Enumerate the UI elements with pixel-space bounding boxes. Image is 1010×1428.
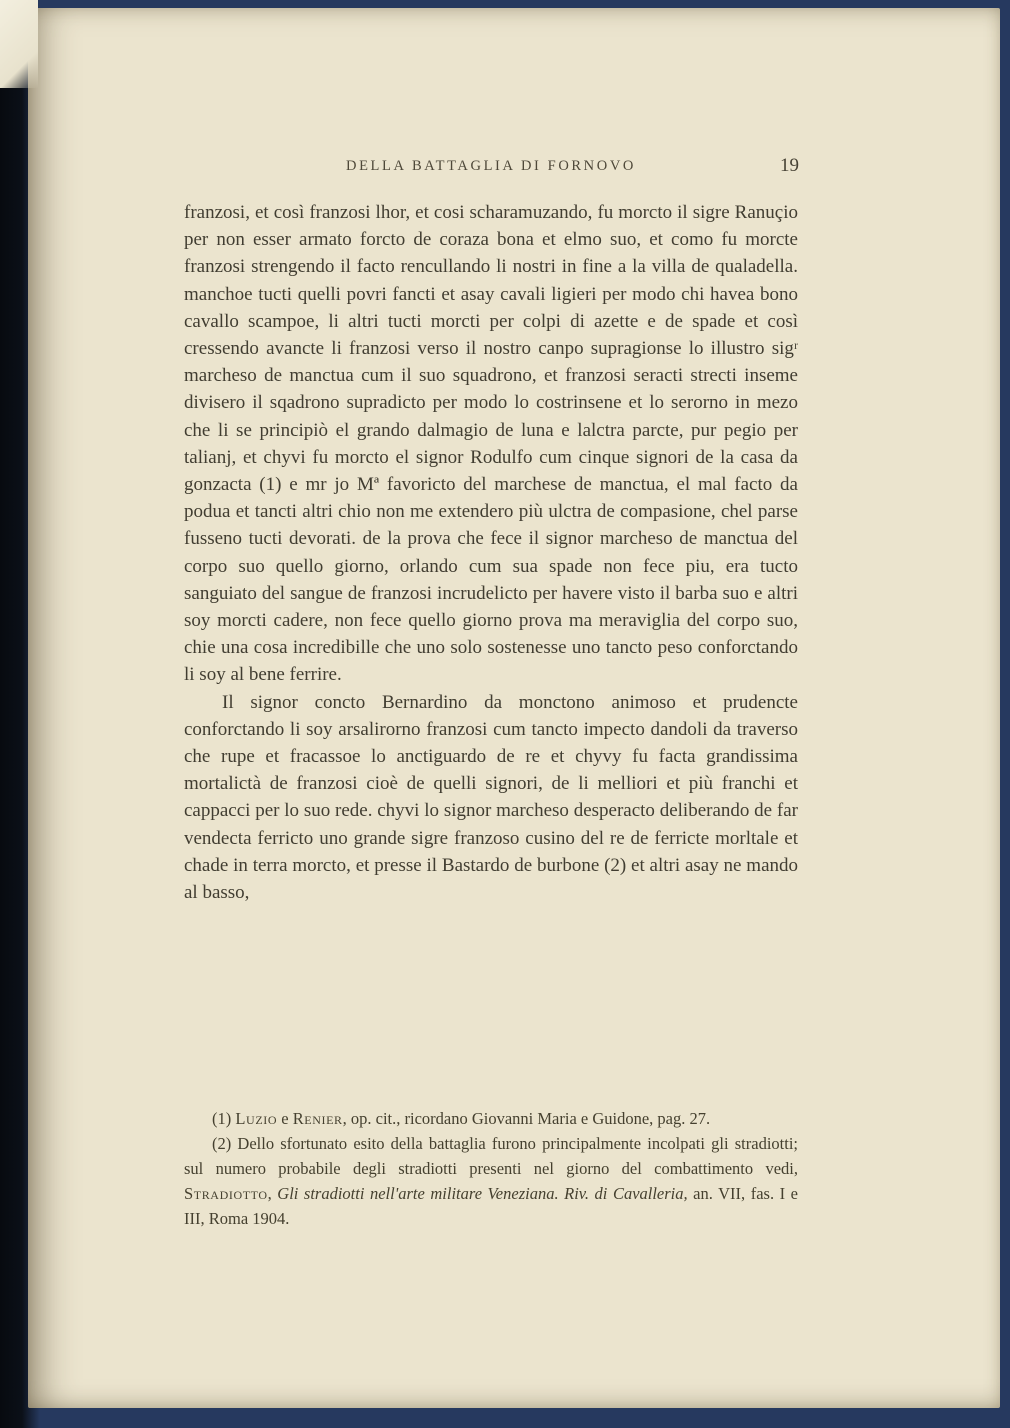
footnote-segment: (1)	[212, 1109, 236, 1128]
footnote-segment: Gli stradiotti nell'arte militare Veneziana. Riv. di Cavalleria,	[277, 1184, 688, 1203]
page-header	[185, 155, 799, 182]
footnote-segment: Luzio	[235, 1109, 278, 1128]
footnote	[184, 1106, 798, 1131]
footnote	[184, 1131, 798, 1231]
body-text	[184, 199, 798, 906]
book-page	[28, 8, 1000, 1408]
footnote-segment: ,	[267, 1184, 278, 1203]
paragraph: Il signor concto Bernardino da monctono animoso et prudencte conforctando li soy arsalirorno franzosi cum tancto impecto dandoli da traverso che rupe et fracassoe lo anctiguardo de re et chyvy fu facta grandissima mortalictà de franzosi cioè de quelli signori, de li melliori et più franchi et cappacci per lo suo rede. chyvi lo signor marcheso desperacto deliberando de far vendecta ferricto uno grande sigre franzoso cusino del re de ferricte morltale et chade in terra morcto, et presse il Bastardo de burbone (2) et altri asay ne mando al basso,	[184, 691, 798, 904]
paragraph: franzosi, et così franzosi lhor, et cosi scharamuzando, fu morcto il sigre Ranuçio per non esser armato forcto de coraza bona et elmo suo, et como fu morcte franzosi strengendo il facto rencullando li nostri in fine a la villa de qualadella. manchoe tucti quelli povri fancti et asay cavali ligieri per modo chi havea bono cavallo scampoe, li altri tucti morcti per colpi di azette e de spade et così cressendo avancte li franzosi verso il nostro canpo supragionse lo illustro sigʳ marcheso de manctua cum il suo squadrono, et franzosi seracti strecti inseme divisero il sqadrono supradicto per modo lo costrinsene et lo serorno in mezo che li se principiò el grando dalmagio de luna e lalctra parcte, pur pegio per talianj, et chyvi fu morcto el signor Rodulfo cum cinque signori de la casa da gonzacta (1) e mr jo Mª favoricto del marchese de manctua, el mal facto da podua et tancti altri chio non me extendero più ulctra de compasione, chel parse fusseno tucti devorati. de la prova che fece il signor marcheso de manctua del corpo suo quello giorno, orlando cum sua spade non fece piu, era tucto sanguiato del sangue de franzosi incrudelicto per havere visto il barba suo e altri soy morcti cadere, non fece quello giorno prova ma meraviglia del corpo suo, chie una cosa incredibille che uno solo sostenesse uno tancto peso conforctando li soy al bene ferrire.	[184, 202, 798, 686]
footnote-segment: , op. cit., ricordano Giovanni Maria e Guidone, pag. 27.	[342, 1109, 711, 1128]
scan-corner-artifact	[0, 0, 38, 88]
footnote-segment: an. VII, fas. I e III, Roma 1904.	[184, 1184, 798, 1228]
footnote-segment: Renier	[292, 1109, 343, 1128]
footnote-segment: Stradiotto	[184, 1184, 268, 1203]
footnote-segment: e	[277, 1109, 293, 1128]
page-number: 19	[780, 155, 799, 176]
footnotes	[184, 1106, 798, 1231]
running-title: DELLA BATTAGLIA DI FORNOVO	[346, 158, 636, 174]
footnote-segment: (2) Dello sfortunato esito della battaglia furono principalmente incolpati gli stradiotti; sul numero probabile degli stradiotti presenti nel giorno del combattimento vedi,	[184, 1134, 798, 1178]
